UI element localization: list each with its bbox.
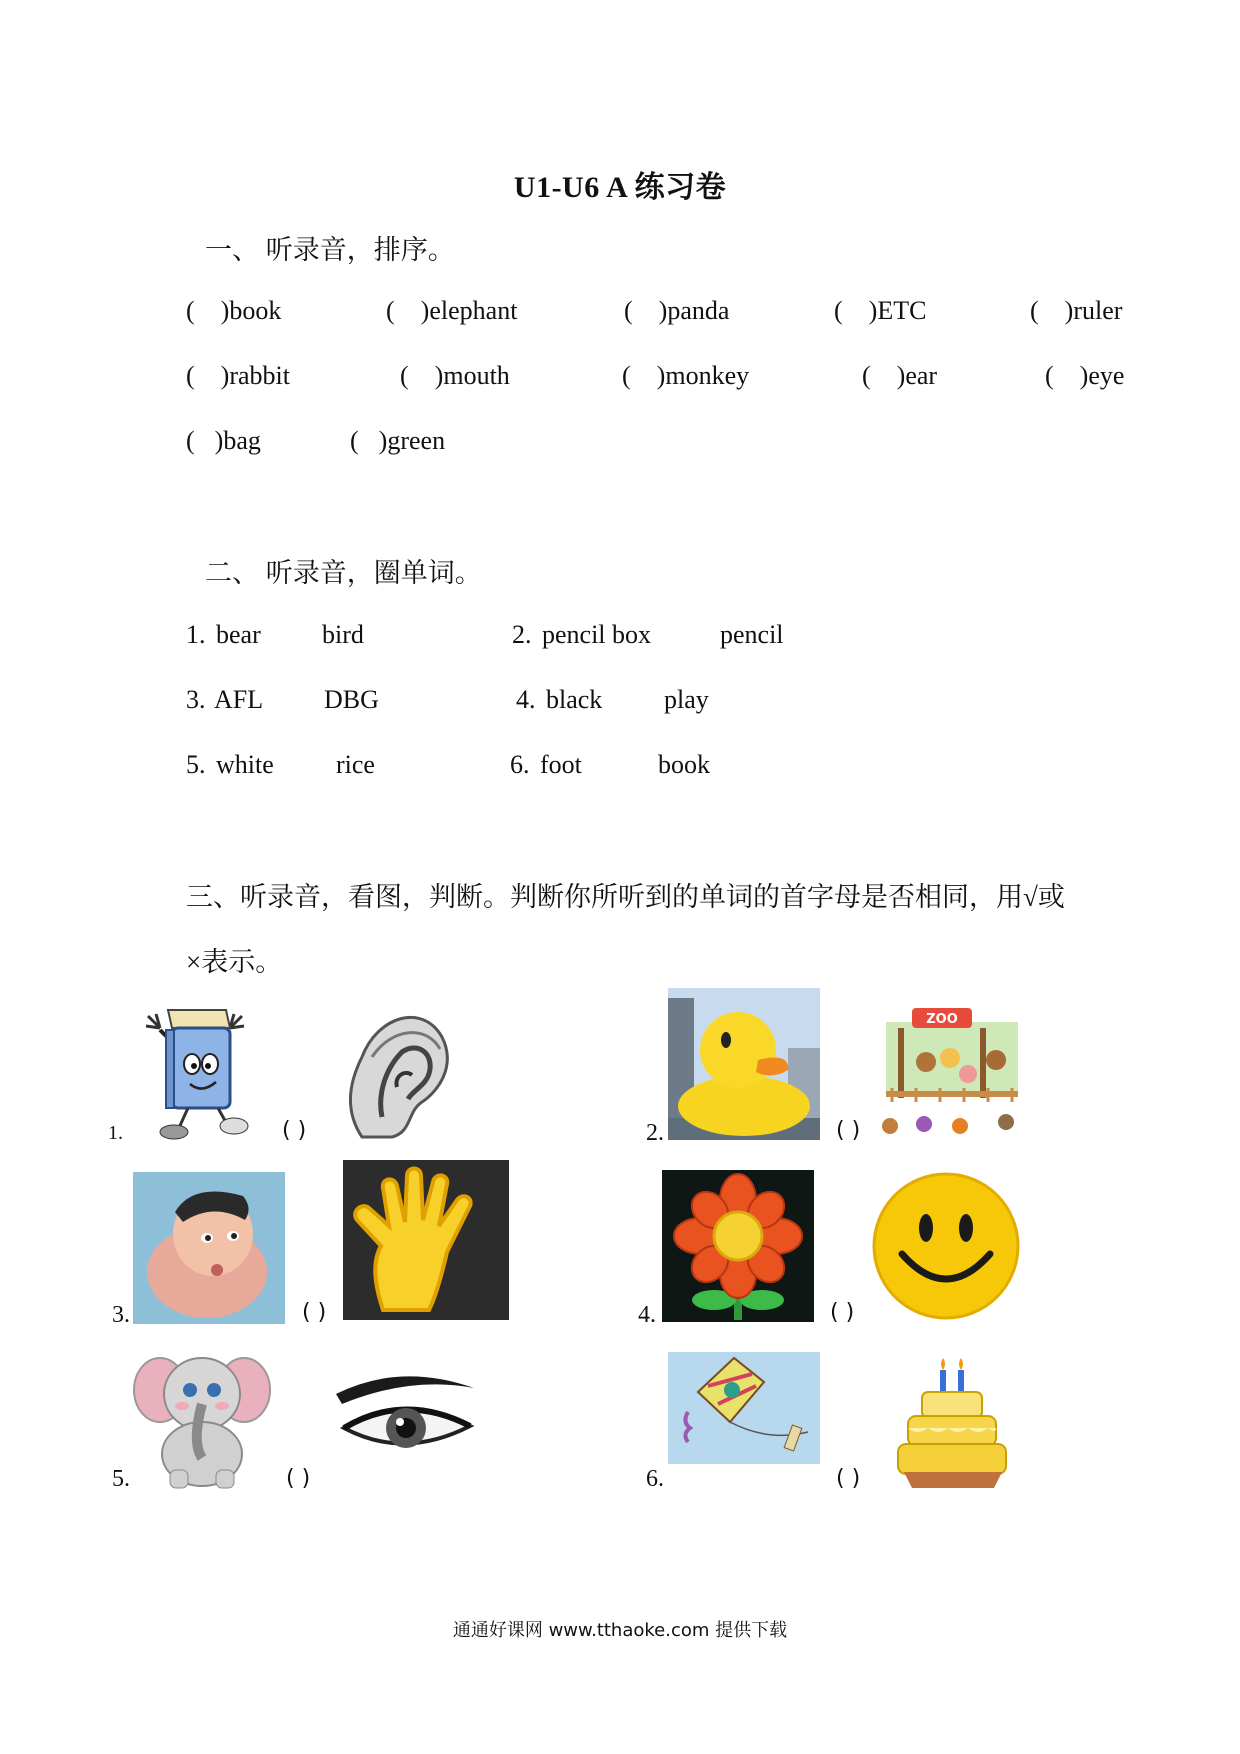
ear-icon	[332, 997, 462, 1139]
answer-paren: ( )	[302, 1300, 327, 1325]
order-item: ( )mouth	[400, 361, 510, 390]
pair-number: 6.	[646, 1466, 664, 1492]
section1-heading: 一、 听录音，排序。	[205, 235, 455, 265]
face-icon	[133, 1172, 285, 1324]
cake-icon	[878, 1350, 1028, 1490]
answer-paren: ( )	[830, 1300, 855, 1325]
elephant-icon	[132, 1346, 272, 1490]
hand-icon	[343, 1160, 509, 1320]
pair-number: 5.	[112, 1466, 130, 1492]
order-item: ( )bag	[186, 426, 261, 455]
pair-number: 1.	[108, 1122, 123, 1144]
zoo-sign: ZOO	[926, 1012, 958, 1027]
order-item: ( )book	[186, 296, 282, 325]
smiley-icon	[870, 1170, 1022, 1322]
order-item: ( )ear	[862, 361, 938, 390]
duck-icon	[668, 988, 820, 1140]
pair-number: 4.	[638, 1302, 656, 1328]
answer-paren: ( )	[282, 1118, 307, 1143]
order-item: ( )ruler	[1030, 296, 1123, 325]
section3-heading-line2: ×表示。	[186, 947, 283, 977]
kite-icon	[668, 1352, 820, 1464]
section3-heading-line1: 三、听录音，看图，判断。判断你所听到的单词的首字母是否相同，用√或	[186, 882, 1065, 912]
book-character-icon	[130, 998, 260, 1140]
flower-icon	[662, 1170, 814, 1322]
answer-paren: ( )	[836, 1466, 861, 1491]
answer-paren: ( )	[836, 1118, 861, 1143]
order-item: ( )green	[350, 426, 446, 455]
section2-heading: 二、 听录音，圈单词。	[205, 558, 482, 588]
answer-paren: ( )	[286, 1466, 311, 1491]
pair-number: 3.	[112, 1302, 130, 1328]
footer-text: 通通好课网 www.tthaoke.com 提供下载	[452, 1620, 788, 1641]
zoo-icon	[876, 1002, 1028, 1140]
page-title: U1-U6 A 练习卷	[513, 171, 727, 204]
pair-number: 2.	[646, 1120, 664, 1146]
order-item: ( )monkey	[622, 361, 750, 390]
order-item: ( )ETC	[834, 296, 927, 325]
order-item: ( )eye	[1045, 361, 1125, 390]
order-item: ( )elephant	[386, 296, 518, 325]
order-item: ( )panda	[624, 296, 730, 325]
order-item: ( )rabbit	[186, 361, 290, 390]
eye-icon	[330, 1368, 480, 1468]
